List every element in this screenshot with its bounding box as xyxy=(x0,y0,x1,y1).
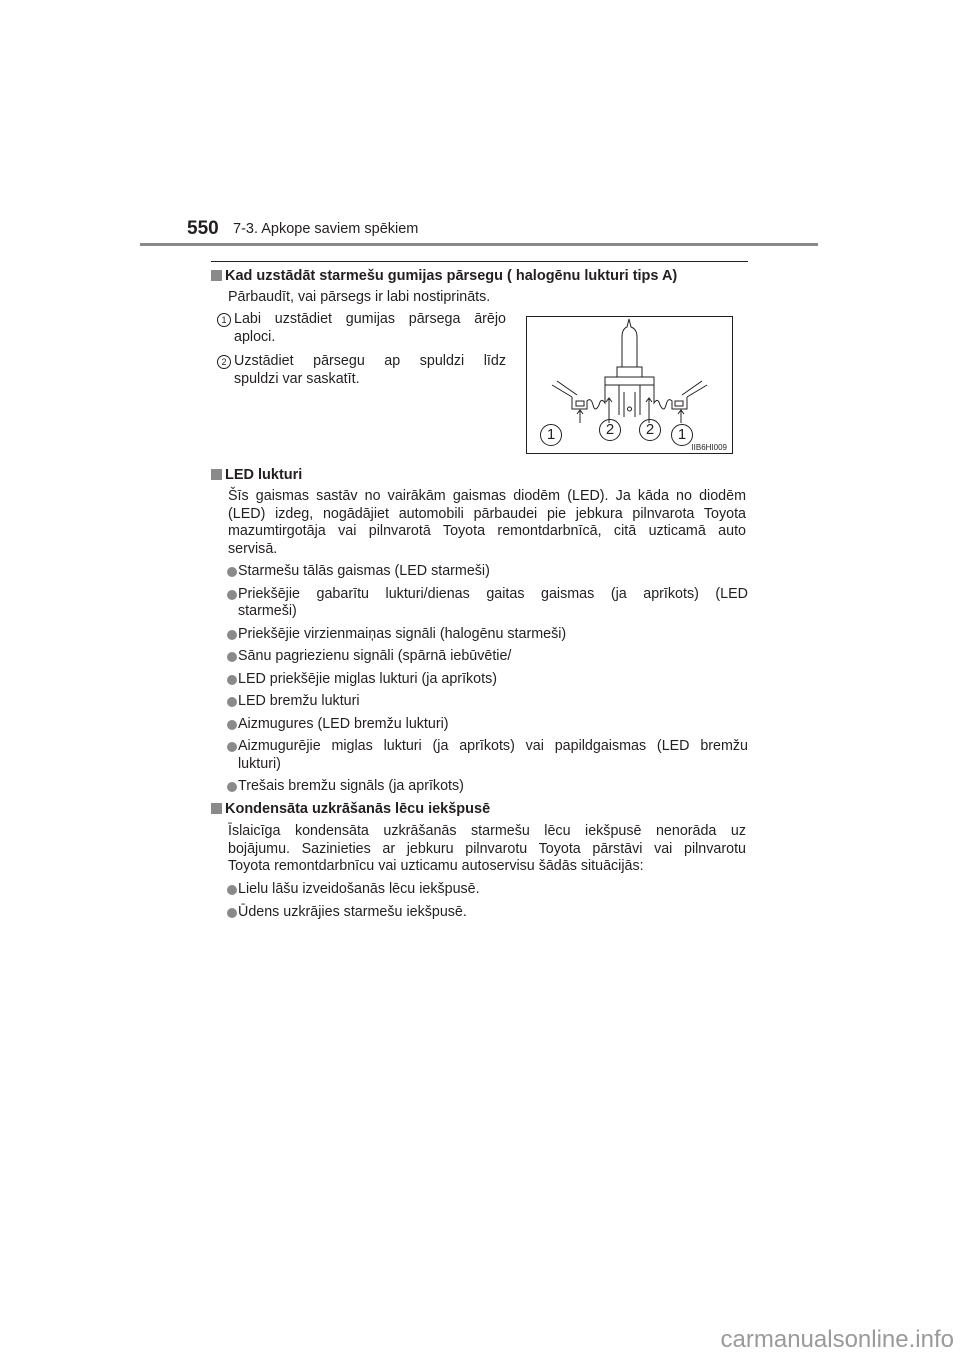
item-text: Trešais bremžu signāls (ja aprīkots) xyxy=(238,778,464,794)
callout-1-right: 1 xyxy=(671,424,693,446)
item-text: lukturi) xyxy=(238,755,281,772)
list-item xyxy=(238,778,748,796)
item-text: Starmešu tālās gaismas (LED starmeši) xyxy=(238,563,490,579)
step-number-icon: 1 xyxy=(217,313,231,327)
section-divider xyxy=(211,261,748,262)
heading-text: Kad uzstādāt starmešu gumijas pārsegu ( halogēnu lukturi tips A) xyxy=(225,268,678,284)
bullet-dot-icon xyxy=(227,720,237,730)
list-item xyxy=(238,881,748,899)
callout-2-left: 2 xyxy=(599,419,621,441)
step-line: spuldzi var saskatīt. xyxy=(234,370,360,387)
bullet-dot-icon xyxy=(227,782,237,792)
item-text: Priekšējie gabarītu lukturi/dienas gaitas gaismas (ja aprīkots) (LED xyxy=(238,585,748,602)
header-rule xyxy=(140,243,818,246)
figure-id: IIB6HI009 xyxy=(691,443,727,452)
heading-text: LED lukturi xyxy=(225,467,303,483)
para-line: (LED) izdeg, nogādājiet automobili pārbaudei pie jebkura pilnvarota Toyota xyxy=(228,505,746,522)
chapter-title: 7-3. Apkope saviem spēkiem xyxy=(233,221,419,237)
item-text: LED priekšējie miglas lukturi (ja aprīkots) xyxy=(238,670,498,687)
list-item xyxy=(238,563,748,581)
para-line: servisā. xyxy=(228,540,278,557)
list-item xyxy=(238,648,748,666)
bullet-dot-icon xyxy=(227,885,237,895)
bullet-dot-icon xyxy=(227,908,237,918)
square-bullet-icon xyxy=(211,803,222,814)
item-text: starmeši) xyxy=(238,603,297,619)
item-text: Ūdens uzkrājies starmešu iekšpusē. xyxy=(238,903,467,920)
list-item xyxy=(238,626,748,644)
para-line: bojājumu. Sazinieties ar jebkuru pilnvarotu Toyota pārstāvi vai pilnvarotu xyxy=(228,840,746,857)
step-1 xyxy=(221,311,506,346)
section-heading-rubber-cover xyxy=(211,268,677,284)
list-item xyxy=(238,738,748,773)
item-text: Aizmugurējie miglas lukturi (ja aprīkots) vai papildgaismas (LED bremžu xyxy=(238,738,748,754)
step-line: Uzstādiet pārsegu ap spuldzi līdz xyxy=(234,353,506,369)
intro-text: Pārbaudīt, vai pārsegs ir labi nostiprināts. xyxy=(228,289,491,305)
list-item xyxy=(238,671,748,689)
para-line: mazumtirgotāja vai pilnvarotā Toyota remontdarbnīcā, citā uzticamā auto xyxy=(228,523,746,539)
led-bullet-list xyxy=(238,563,748,801)
list-item xyxy=(238,693,748,711)
callout-2-right: 2 xyxy=(639,419,661,441)
step-2 xyxy=(221,353,506,388)
bullet-dot-icon xyxy=(227,697,237,707)
list-item xyxy=(238,586,748,621)
section-heading-led xyxy=(211,467,302,483)
square-bullet-icon xyxy=(211,270,222,281)
square-bullet-icon xyxy=(211,469,222,480)
item-text: Lielu lāšu izveidošanās lēcu iekšpusē. xyxy=(238,881,480,897)
bulb-cover-figure xyxy=(526,316,733,454)
page-number: 550 xyxy=(187,218,219,239)
bullet-dot-icon xyxy=(227,630,237,640)
bullet-dot-icon xyxy=(227,675,237,685)
para-line: Toyota remontdarbnīcu vai uzticamu autoservisu šādās situācijās: xyxy=(228,858,644,874)
para-line: Īslaicīga kondensāta uzkrāšanās starmešu lēcu iekšpusē nenorāda uz xyxy=(228,823,746,839)
led-paragraph xyxy=(228,488,746,558)
watermark: carmanualsonline.info xyxy=(720,1326,954,1353)
item-text: LED bremžu lukturi xyxy=(238,693,360,709)
item-text: Aizmugures (LED bremžu lukturi) xyxy=(238,715,449,732)
callout-1-left: 1 xyxy=(540,424,562,446)
step-line: aploci. xyxy=(234,328,276,345)
step-line: Labi uzstādiet gumijas pārsega ārējo xyxy=(234,311,506,327)
condensation-paragraph xyxy=(228,823,746,876)
list-item xyxy=(238,716,748,734)
list-item xyxy=(238,904,748,922)
para-line: Šīs gaismas sastāv no vairākām gaismas diodēm (LED). Ja kāda no diodēm xyxy=(228,488,746,504)
heading-text: Kondensāta uzkrāšanās lēcu iekšpusē xyxy=(225,801,491,817)
bullet-dot-icon xyxy=(227,567,237,577)
step-number-icon: 2 xyxy=(217,355,231,369)
item-text: Sānu pagriezienu signāli (spārnā iebūvētie/ xyxy=(238,648,512,664)
section-heading-condensation xyxy=(211,801,490,817)
bullet-dot-icon xyxy=(227,590,237,600)
item-text: Priekšējie virzienmaiņas signāli (halogēnu starmeši) xyxy=(238,625,567,642)
bullet-dot-icon xyxy=(227,652,237,662)
condensation-bullet-list xyxy=(238,881,748,926)
bullet-dot-icon xyxy=(227,742,237,752)
